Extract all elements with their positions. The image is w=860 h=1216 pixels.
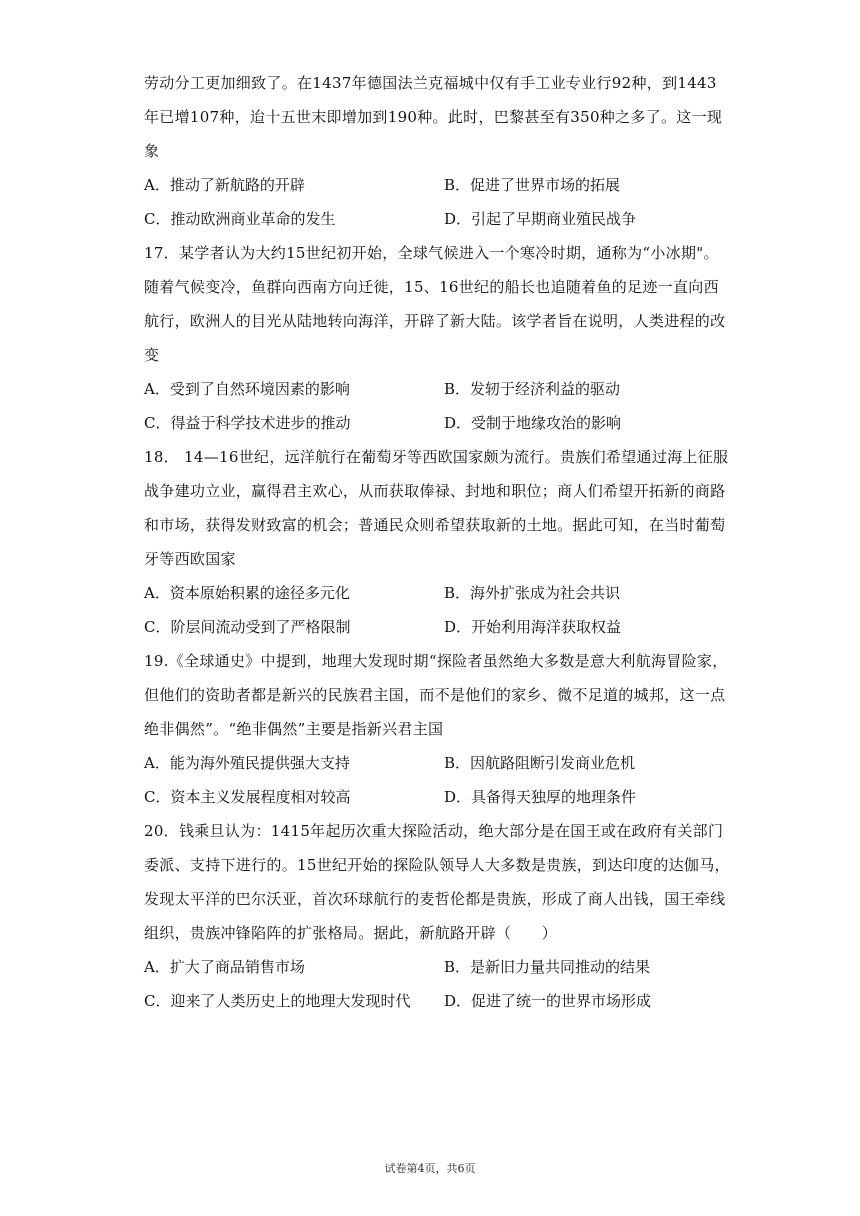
option-a[interactable]: A．扩大了商品销售市场 (144, 958, 305, 976)
question-text-line: 年已增107种，迨十五世末即增加到190种。此时，巴黎甚至有350种之多了。这一现 (144, 108, 723, 126)
option-row (144, 780, 724, 814)
option-c[interactable]: C．迎来了人类历史上的地理大发现时代 (144, 992, 411, 1010)
option-b[interactable]: B．海外扩张成为社会共识 (444, 584, 621, 602)
option-d[interactable]: D．促进了统一的世界市场形成 (444, 992, 652, 1010)
question-text-line: 航行，欧洲人的目光从陆地转向海洋，开辟了新大陆。该学者旨在说明，人类进程的改 (144, 312, 726, 330)
question-text-line: 牙等西欧国家 (144, 550, 236, 568)
page-footer: 试卷第4页，共6页 (384, 1162, 476, 1175)
question-19 (144, 644, 728, 814)
option-row (144, 984, 724, 1018)
question-16-continuation (144, 66, 724, 236)
option-b[interactable]: B．促进了世界市场的拓展 (444, 176, 621, 194)
option-b[interactable]: B．因航路阻断引发商业危机 (444, 754, 636, 772)
option-a[interactable]: A．推动了新航路的开辟 (144, 176, 305, 194)
question-text-line: 20．钱乘旦认为：1415年起历次重大探险活动，绝大部分是在国王或在政府有关部门 (144, 822, 724, 840)
question-text-line: 劳动分工更加细致了。在1437年德国法兰克福城中仅有手工业专业行92种，到1443 (144, 74, 717, 92)
question-text-line: 战争建功立业，赢得君主欢心，从而获取俸禄、封地和职位；商人们希望开拓新的商路 (144, 482, 726, 500)
option-row (144, 168, 724, 202)
option-c[interactable]: C．得益于科学技术进步的推动 (144, 414, 351, 432)
question-text-line: 委派、支持下进行的。15世纪开始的探险队领导人大多数是贵族，到达印度的达伽马， (144, 856, 730, 874)
question-text-line: 18． 14—16世纪，远洋航行在葡萄牙等西欧国家颇为流行。贵族们希望通过海上征服 (144, 448, 729, 466)
option-row (144, 950, 724, 984)
option-row (144, 746, 724, 780)
option-a[interactable]: A．能为海外殖民提供强大支持 (144, 754, 350, 772)
question-text-line: 象 (144, 142, 160, 160)
option-row (144, 576, 724, 610)
option-c[interactable]: C．阶层间流动受到了严格限制 (144, 618, 351, 636)
question-text-line: 发现太平洋的巴尔沃亚，首次环球航行的麦哲伦都是贵族，形成了商人出钱，国王牵线 (144, 890, 726, 908)
option-c[interactable]: C．资本主义发展程度相对较高 (144, 788, 351, 806)
option-row (144, 406, 724, 440)
question-18 (144, 440, 729, 644)
question-17 (144, 236, 724, 440)
option-b[interactable]: B．发轫于经济利益的驱动 (444, 380, 621, 398)
option-b[interactable]: B．是新旧力量共同推动的结果 (444, 958, 651, 976)
option-row (144, 372, 724, 406)
option-c[interactable]: C．推动欧洲商业革命的发生 (144, 210, 336, 228)
exam-page (144, 66, 730, 1018)
option-d[interactable]: D．具备得天独厚的地理条件 (444, 788, 637, 806)
option-d[interactable]: D．受制于地缘攻治的影响 (444, 414, 622, 432)
question-20 (144, 814, 730, 1018)
option-a[interactable]: A．资本原始积累的途径多元化 (144, 584, 350, 602)
question-text-line: 变 (144, 346, 160, 364)
question-text-line: 17．某学者认为大约15世纪初开始，全球气候进入一个寒冷时期，通称为“小冰期"。 (144, 244, 719, 262)
question-text-line: 和市场，获得发财致富的机会；普通民众则希望获取新的土地。据此可知，在当时葡萄 (144, 516, 726, 534)
question-text-line: 19.《全球通史》中提到，地理大发现时期“探险者虽然绝大多数是意大利航海冒险家， (144, 652, 728, 670)
option-a[interactable]: A．受到了自然环境因素的影响 (144, 380, 350, 398)
option-row (144, 610, 724, 644)
option-d[interactable]: D．开始利用海洋获取权益 (444, 618, 622, 636)
option-row (144, 202, 724, 236)
question-text-line: 组织，贵族冲锋陷阵的扩张格局。据此，新航路开辟（ ） (144, 924, 558, 942)
question-text-line: 但他们的资助者都是新兴的民族君主国，而不是他们的家乡、微不足道的城邦，这一点 (144, 686, 726, 704)
question-text-line: 随着气候变冷，鱼群向西南方向迁徙，15、16世纪的船长也追随着鱼的足迹一直向西 (144, 278, 719, 296)
question-text-line: 绝非偶然”。“绝非偶然”主要是指新兴君主国 (144, 720, 444, 738)
option-d[interactable]: D．引起了早期商业殖民战争 (444, 210, 637, 228)
